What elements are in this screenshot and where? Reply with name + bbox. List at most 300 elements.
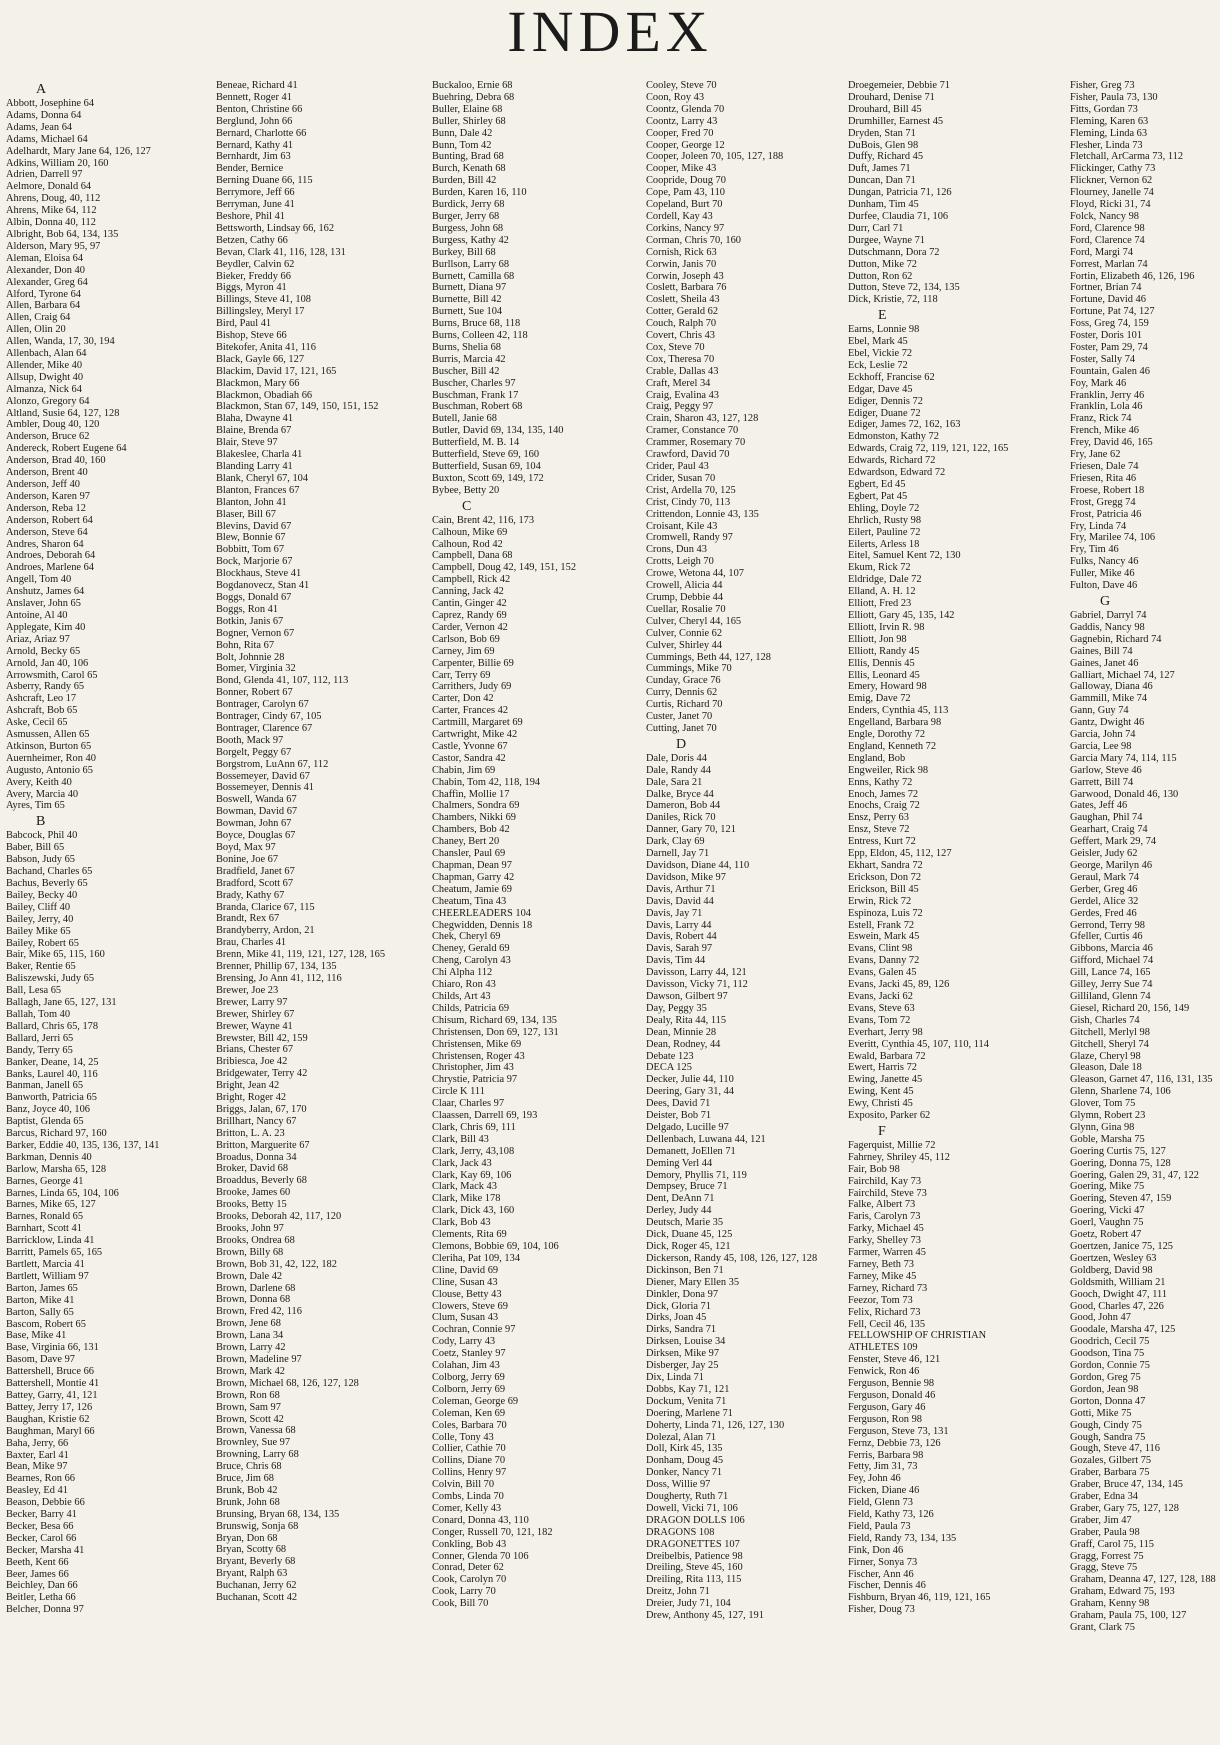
index-entry: Davis, Arthur 71 <box>646 883 716 895</box>
index-entry: Cummings, Beth 44, 127, 128 <box>646 651 771 663</box>
index-entry: Antoine, Al 40 <box>6 609 68 621</box>
index-entry: Cartmill, Margaret 69 <box>432 717 523 729</box>
index-entry: Brown, Madeline 97 <box>216 1353 302 1365</box>
index-entry: French, Mike 46 <box>1070 425 1139 437</box>
index-entry: Farney, Mike 45 <box>848 1270 917 1282</box>
index-entry: Chalmers, Sondra 69 <box>432 800 520 812</box>
index-entry: Gaddis, Nancy 98 <box>1070 621 1145 633</box>
index-entry: Beneae, Richard 41 <box>216 80 298 91</box>
index-entry: Fisher, Doug 73 <box>848 1604 915 1616</box>
index-entry: Bernhardt, Jim 63 <box>216 151 291 163</box>
index-entry: Bartlett, Marcia 41 <box>6 1259 85 1270</box>
index-entry: Goering, Donna 75, 128 <box>1070 1157 1171 1169</box>
index-entry: Brown, Billy 68 <box>216 1246 284 1258</box>
index-entry: Grant, Clark 75 <box>1070 1622 1135 1633</box>
index-entry: Barton, James 65 <box>6 1282 78 1294</box>
index-entry: Gaughan, Phil 74 <box>1070 812 1143 824</box>
index-entry: Farky, Shelley 73 <box>848 1235 921 1247</box>
index-entry: Bruce, Chris 68 <box>216 1461 282 1473</box>
index-entry: Brillhart, Nancy 67 <box>216 1115 297 1127</box>
index-entry: Glaze, Cheryl 98 <box>1070 1050 1141 1062</box>
index-entry: Burns, Shelia 68 <box>432 341 501 353</box>
index-entry: Graber, Gary 75, 127, 128 <box>1070 1502 1179 1514</box>
index-column-4 <box>646 80 842 1745</box>
index-entry: Corwin, Joseph 43 <box>646 270 724 282</box>
index-entry: Bohn, Rita 67 <box>216 639 275 651</box>
index-entry: Combs, Linda 70 <box>432 1491 504 1503</box>
index-entry: Crump, Debbie 44 <box>646 591 724 603</box>
index-entry: Fink, Don 46 <box>848 1544 904 1556</box>
index-entry: Gantz, Dwight 46 <box>1070 717 1145 729</box>
index-entry: Bond, Glenda 41, 107, 112, 113 <box>216 675 349 687</box>
index-entry: Dempsey, Bruce 71 <box>646 1181 728 1193</box>
index-entry: Ebel, Vickie 72 <box>848 348 913 360</box>
index-entry: Clements, Rita 69 <box>432 1229 507 1241</box>
index-entry: Donker, Nancy 71 <box>646 1467 723 1479</box>
index-entry: Firner, Sonya 73 <box>848 1556 918 1568</box>
index-entry: Durgee, Wayne 71 <box>848 234 925 246</box>
index-entry: Cheatum, Jamie 69 <box>432 883 512 895</box>
index-entry: Evans, Clint 98 <box>848 943 913 955</box>
index-entry: Cody, Larry 43 <box>432 1336 496 1348</box>
index-entry: Allen, Olin 20 <box>6 324 66 336</box>
index-entry: Doll, Kirk 45, 135 <box>646 1443 723 1455</box>
index-entry: Abbott, Josephine 64 <box>6 98 95 109</box>
index-entry: Chi Alpha 112 <box>432 967 493 979</box>
index-entry: Cuellar, Rosalie 70 <box>646 603 726 615</box>
index-entry: Brown, Dale 42 <box>216 1270 283 1282</box>
index-entry: Brewster, Bill 42, 159 <box>216 1032 308 1044</box>
section-letter: E <box>878 308 887 324</box>
index-entry: Clowers, Steve 69 <box>432 1300 508 1312</box>
index-entry: Enochs, Craig 72 <box>848 800 920 812</box>
index-entry: Ambler, Doug 40, 120 <box>6 419 100 431</box>
index-entry: Ellis, Leonard 45 <box>848 669 920 681</box>
index-entry: Ebel, Mark 45 <box>848 336 908 348</box>
index-entry: Bishop, Steve 66 <box>216 330 287 342</box>
index-entry: Adkins, William 20, 160 <box>6 157 109 169</box>
index-entry: Fulton, Dave 46 <box>1070 580 1138 592</box>
index-entry: Boyce, Douglas 67 <box>216 830 296 842</box>
index-entry: Castle, Yvonne 67 <box>432 740 508 752</box>
index-entry: Cotter, Gerald 62 <box>646 306 719 318</box>
index-entry: Goetz, Robert 47 <box>1070 1229 1142 1241</box>
index-entry: Foster, Sally 74 <box>1070 353 1136 365</box>
index-entry: Duft, James 71 <box>848 163 911 175</box>
index-entry: Coles, Barbara 70 <box>432 1419 507 1431</box>
index-entry: Friesen, Rita 46 <box>1070 472 1137 484</box>
index-entry: Bailey, Becky 40 <box>6 889 78 901</box>
index-entry: Burns, Colleen 42, 118 <box>432 330 528 342</box>
index-entry: Baliszewski, Judy 65 <box>6 973 95 985</box>
index-entry: Eswein, Mark 45 <box>848 931 920 943</box>
index-entry: Brown, Darlene 68 <box>216 1282 296 1294</box>
index-entry: Dick, Kristie, 72, 118 <box>848 294 938 306</box>
index-entry: Cooper, Fred 70 <box>646 127 714 139</box>
index-entry: Crist, Cindy 70, 113 <box>646 496 731 508</box>
index-entry: Gleason, Garnet 47, 116, 131, 135 <box>1070 1074 1213 1086</box>
index-entry: Culver, Connie 62 <box>646 627 723 639</box>
index-entry: Anslaver, John 65 <box>6 598 81 610</box>
index-entry: Chabin, Jim 69 <box>432 764 496 776</box>
index-entry: Dutton, Mike 72 <box>848 258 917 270</box>
index-entry: Field, Kathy 73, 126 <box>848 1509 934 1521</box>
index-entry: Brenn, Mike 41, 119, 121, 127, 128, 165 <box>216 949 386 961</box>
index-entry: Drouhard, Bill 45 <box>848 103 922 115</box>
index-entry: Gabriel, Darryl 74 <box>1070 609 1147 621</box>
index-entry: Cheng, Carolyn 43 <box>432 955 511 967</box>
index-entry: Ballard, Jerri 65 <box>6 1032 74 1044</box>
index-entry: Berning Duane 66, 115 <box>216 175 313 187</box>
index-entry: Garcia Mary 74, 114, 115 <box>1070 752 1177 764</box>
index-entry: Custer, Janet 70 <box>646 711 713 723</box>
index-entry: Dalke, Bryce 44 <box>646 788 714 800</box>
index-entry: Fountain, Galen 46 <box>1070 365 1150 377</box>
index-entry: Ellis, Dennis 45 <box>848 657 915 669</box>
index-entry: Burgess, John 68 <box>432 222 504 234</box>
index-entry: Baxter, Earl 41 <box>6 1449 69 1461</box>
index-entry: Dutschmann, Dora 72 <box>848 246 940 258</box>
index-entry: Gibbons, Marcia 46 <box>1070 943 1153 955</box>
index-entry: Edwards, Craig 72, 119, 121, 122, 165 <box>848 443 1009 455</box>
index-entry: Gammill, Mike 74 <box>1070 693 1148 705</box>
index-entry: Fletchall, ArCarma 73, 112 <box>1070 151 1184 163</box>
index-entry: Blanding Larry 41 <box>216 461 293 472</box>
index-entry: Evans, Tom 72 <box>848 1014 911 1026</box>
section-letter: C <box>462 498 472 514</box>
index-entry: Bernard, Kathy 41 <box>216 139 294 151</box>
index-entry: Bascom, Robert 65 <box>6 1318 86 1330</box>
index-entry: Elland, A. H. 12 <box>848 586 916 598</box>
index-entry: Darnell, Jay 71 <box>646 848 710 860</box>
index-entry: Ewald, Barbara 72 <box>848 1050 926 1062</box>
index-entry: Ensz, Perry 63 <box>848 812 909 824</box>
index-entry: Gilliland, Glenn 74 <box>1070 990 1151 1002</box>
index-entry: Earns, Lonnie 98 <box>848 324 920 336</box>
index-entry: Circle K 111 <box>432 1086 485 1098</box>
index-entry: Bachus, Beverly 65 <box>6 878 88 889</box>
index-entry: Brown, Ron 68 <box>216 1389 280 1401</box>
index-entry: Egbert, Pat 45 <box>848 490 908 502</box>
index-entry: Fry, Marilee 74, 106 <box>1070 532 1156 544</box>
index-entry: Deister, Bob 71 <box>646 1110 712 1122</box>
index-entry: Adams, Jean 64 <box>6 121 73 133</box>
index-entry: Franklin, Lola 46 <box>1070 401 1143 413</box>
index-entry: Dolezal, Alan 71 <box>646 1431 717 1443</box>
index-entry: Bunn, Dale 42 <box>432 127 493 139</box>
index-entry: Bogner, Vernon 67 <box>216 627 295 639</box>
index-entry: Ferguson, Bennie 98 <box>848 1378 935 1390</box>
index-entry: Androes, Marlene 64 <box>6 562 95 574</box>
index-entry: Donham, Doug 45 <box>646 1455 724 1467</box>
index-entry: Alderson, Mary 95, 97 <box>6 240 101 252</box>
index-entry: Burdick, Jerry 68 <box>432 199 505 211</box>
index-entry: Goble, Marsha 75 <box>1070 1133 1145 1145</box>
index-entry: Bryan, Don 68 <box>216 1532 278 1544</box>
index-entry: Falke, Albert 73 <box>848 1199 916 1211</box>
index-entry: Goering, Galen 29, 31, 47, 122 <box>1070 1169 1199 1181</box>
index-entry: Blaha, Dwayne 41 <box>216 413 294 425</box>
index-entry: Bowman, David 67 <box>216 806 298 818</box>
index-entry: Gordon, Jean 98 <box>1070 1383 1139 1395</box>
index-entry: Enns, Kathy 72 <box>848 776 913 788</box>
index-entry: Fenwick, Ron 46 <box>848 1366 920 1378</box>
index-entry: Berryman, June 41 <box>216 199 295 211</box>
index-entry: Epp, Eldon, 45, 112, 127 <box>848 848 952 860</box>
index-entry: Almanza, Nick 64 <box>6 383 82 395</box>
index-entry: Caprez, Randy 69 <box>432 609 507 621</box>
index-column-2 <box>216 80 422 1745</box>
index-entry: Ekhart, Sandra 72 <box>848 860 923 871</box>
index-entry: Barricklow, Linda 41 <box>6 1235 95 1247</box>
index-entry: Forrest, Marlan 74 <box>1070 258 1148 270</box>
index-entry: Clark, Jack 43 <box>432 1157 492 1169</box>
index-entry: Crittendon, Lonnie 43, 135 <box>646 508 759 520</box>
index-entry: Arrowsmith, Carol 65 <box>6 669 98 681</box>
index-entry: Dawson, Gilbert 97 <box>646 990 728 1002</box>
index-entry: Browning, Larry 68 <box>216 1449 299 1461</box>
index-entry: Fenster, Steve 46, 121 <box>848 1354 941 1366</box>
index-entry: Craig, Peggy 97 <box>646 401 714 413</box>
index-entry: Avery, Marcia 40 <box>6 788 79 800</box>
index-entry: Ficken, Diane 46 <box>848 1485 920 1497</box>
index-entry: Debate 123 <box>646 1050 694 1062</box>
index-entry: Droegemeier, Debbie 71 <box>848 80 951 91</box>
index-entry: Calhoun, Mike 69 <box>432 526 508 538</box>
index-entry: Burden, Karen 16, 110 <box>432 187 527 199</box>
index-entry: Bontrager, Cindy 67, 105 <box>216 711 322 723</box>
index-entry: Babson, Judy 65 <box>6 854 75 866</box>
index-entry: Fischer, Ann 46 <box>848 1568 914 1580</box>
index-entry: Bird, Paul 41 <box>216 318 272 330</box>
index-entry: Gordon, Connie 75 <box>1070 1360 1150 1372</box>
index-entry: Floyd, Ricki 31, 74 <box>1070 199 1151 211</box>
index-entry: Fortune, Pat 74, 127 <box>1070 306 1155 318</box>
index-entry: Egbert, Ed 45 <box>848 479 906 490</box>
index-entry: Adrien, Darrell 97 <box>6 169 83 181</box>
index-entry: Boggs, Donald 67 <box>216 591 292 603</box>
index-entry: Galloway, Diana 46 <box>1070 681 1153 693</box>
index-entry: Gates, Jeff 46 <box>1070 800 1128 812</box>
index-entry: Anderson, Robert 64 <box>6 514 93 526</box>
index-entry: Cope, Pam 43, 110 <box>646 187 725 199</box>
index-entry: Coslett, Sheila 43 <box>646 294 720 306</box>
index-entry: Barnes, Ronald 65 <box>6 1211 84 1223</box>
index-entry: Burris, Marcia 42 <box>432 353 506 365</box>
index-entry: Ewing, Kent 45 <box>848 1086 914 1098</box>
index-entry: Cline, Susan 43 <box>432 1276 498 1288</box>
index-entry: Augusto, Antonio 65 <box>6 764 93 776</box>
index-entry: Clouse, Betty 43 <box>432 1288 502 1300</box>
index-entry: Dick, Roger 45, 121 <box>646 1241 731 1252</box>
index-entry: Brown, Fred 42, 116 <box>216 1306 302 1318</box>
index-entry: Coon, Roy 43 <box>646 91 705 103</box>
index-entry: Bomer, Virginia 32 <box>216 663 296 675</box>
index-entry: Edwards, Richard 72 <box>848 455 936 467</box>
index-entry: Conard, Donna 43, 110 <box>432 1514 529 1526</box>
index-entry: Baughman, Maryl 66 <box>6 1425 95 1437</box>
index-entry: Curtis, Richard 70 <box>646 699 723 711</box>
index-entry: Brooks, Ondrea 68 <box>216 1234 295 1246</box>
index-entry: Cutting, Janet 70 <box>646 722 717 734</box>
index-entry: Durr, Carl 71 <box>848 222 904 234</box>
index-entry: Dickerson, Randy 45, 108, 126, 127, 128 <box>646 1252 818 1264</box>
index-entry: Erwin, Rick 72 <box>848 895 912 907</box>
index-entry: Clark, Mack 43 <box>432 1181 497 1193</box>
index-entry: Blevins, David 67 <box>216 520 292 532</box>
index-entry: Banman, Janell 65 <box>6 1080 84 1092</box>
index-entry: Engelland, Barbara 98 <box>848 717 942 729</box>
index-entry: Cline, David 69 <box>432 1264 499 1276</box>
index-entry: Battershell, Bruce 66 <box>6 1366 95 1378</box>
index-entry: Dale, Randy 44 <box>646 764 711 776</box>
index-entry: Ekum, Rick 72 <box>848 562 911 574</box>
index-entry: Deering, Gary 31, 44 <box>646 1086 735 1098</box>
index-entry: Erickson, Don 72 <box>848 871 922 883</box>
index-entry: Gleason, Dale 18 <box>1070 1062 1142 1074</box>
index-column-1 <box>6 80 206 1745</box>
index-entry: Becker, Besa 66 <box>6 1520 74 1532</box>
index-entry: Botkin, Janis 67 <box>216 615 284 627</box>
index-entry: Black, Gayle 66, 127 <box>216 353 305 365</box>
index-entry: Avery, Keith 40 <box>6 776 72 788</box>
index-entry: Ensz, Steve 72 <box>848 824 910 836</box>
index-entry: Delgado, Lucille 97 <box>646 1121 729 1133</box>
index-entry: Dean, Minnie 28 <box>646 1026 717 1038</box>
index-entry: Barritt, Pamels 65, 165 <box>6 1247 103 1259</box>
index-entry: Gitchell, Sheryl 74 <box>1070 1038 1149 1050</box>
index-entry: Fahrney, Shriley 45, 112 <box>848 1151 950 1163</box>
index-entry: Brown, Jene 68 <box>216 1318 281 1330</box>
index-entry: Culver, Shirley 44 <box>646 639 723 651</box>
index-entry: Gough, Sandra 75 <box>1070 1431 1146 1443</box>
index-entry: Aske, Cecil 65 <box>6 717 68 729</box>
index-entry: Carlson, Bob 69 <box>432 633 500 645</box>
index-entry: Fisher, Greg 73 <box>1070 80 1135 91</box>
index-entry: Elliott, Gary 45, 135, 142 <box>848 609 955 621</box>
index-entry: Chek, Cheryl 69 <box>432 931 501 943</box>
page-title: INDEX <box>507 0 713 64</box>
index-entry: Brunsing, Bryan 68, 134, 135 <box>216 1508 340 1520</box>
index-entry: Fuller, Mike 46 <box>1070 568 1135 580</box>
index-entry: Frost, Patricia 46 <box>1070 508 1142 520</box>
section-letter: D <box>676 736 687 752</box>
index-entry: Davis, Robert 44 <box>646 931 717 943</box>
index-entry: Ewy, Christi 45 <box>848 1098 913 1110</box>
index-entry: Chaney, Bert 20 <box>432 836 500 848</box>
index-entry: Davisson, Vicky 71, 112 <box>646 979 748 991</box>
index-entry: Alexander, Greg 64 <box>6 276 88 288</box>
index-entry: Corkins, Nancy 97 <box>646 222 725 234</box>
index-entry: Britton, Marguerite 67 <box>216 1139 310 1151</box>
index-entry: Derley, Judy 44 <box>646 1205 712 1217</box>
index-entry: England, Kenneth 72 <box>848 740 937 752</box>
index-entry: Eilerts, Arless 18 <box>848 538 920 550</box>
index-entry: Collier, Cathie 70 <box>432 1443 506 1455</box>
index-entry: Elliott, Randy 45 <box>848 645 920 657</box>
index-entry: Allsup, Dwight 40 <box>6 371 84 383</box>
index-entry: Fry, Linda 74 <box>1070 520 1127 532</box>
index-entry: Coetz, Stanley 97 <box>432 1348 506 1360</box>
index-entry: Foster, Doris 101 <box>1070 330 1143 342</box>
index-entry: Adams, Michael 64 <box>6 133 88 145</box>
index-entry: Calhoun, Rod 42 <box>432 538 503 550</box>
index-entry: Ballah, Tom 40 <box>6 1008 71 1020</box>
index-entry: Craig, Evalina 43 <box>646 389 720 401</box>
index-entry: Cooper, George 12 <box>646 139 725 151</box>
index-entry: Dirksen, Louise 34 <box>646 1336 726 1348</box>
index-entry: Blaser, Bill 67 <box>216 508 276 520</box>
index-entry: Anderson, Jeff 40 <box>6 479 80 490</box>
index-entry: Bender, Bernice <box>216 163 284 175</box>
index-entry: Brown, Scott 42 <box>216 1413 284 1425</box>
index-entry: Ferris, Barbara 98 <box>848 1449 924 1461</box>
index-entry: Fernz, Debbie 73, 126 <box>848 1437 941 1449</box>
index-entry: Burnett, Sue 104 <box>432 306 503 318</box>
index-entry: Goertzen, Janice 75, 125 <box>1070 1241 1174 1252</box>
index-entry: Good, John 47 <box>1070 1312 1131 1324</box>
index-entry: Eldridge, Dale 72 <box>848 574 922 586</box>
index-entry: Banks, Laurel 40, 116 <box>6 1068 98 1080</box>
index-entry: Goertzen, Wesley 63 <box>1070 1252 1157 1264</box>
index-entry: Flourney, Janelle 74 <box>1070 187 1154 199</box>
index-entry: Garlow, Steve 46 <box>1070 764 1142 776</box>
index-entry: Chaffin, Mollie 17 <box>432 788 510 800</box>
index-entry: Broaddus, Beverly 68 <box>216 1175 307 1187</box>
index-entry: Clark, Jerry, 43,108 <box>432 1145 515 1157</box>
index-entry: Dutton, Steve 72, 134, 135 <box>848 282 960 294</box>
index-entry: Fortin, Elizabeth 46, 126, 196 <box>1070 270 1195 282</box>
index-entry: Blakeslee, Charla 41 <box>216 449 303 461</box>
index-entry: Bryant, Beverly 68 <box>216 1556 296 1568</box>
index-entry: Bailey, Cliff 40 <box>6 901 71 913</box>
index-entry: Couch, Ralph 70 <box>646 318 717 330</box>
index-entry: Buscher, Charles 97 <box>432 377 516 389</box>
index-entry: Bontrager, Carolyn 67 <box>216 699 309 711</box>
index-entry: Allen, Craig 64 <box>6 312 71 324</box>
index-entry: Dutton, Ron 62 <box>848 270 913 282</box>
index-entry: Ehrlich, Rusty 98 <box>848 514 922 526</box>
index-entry: Enders, Cynthia 45, 113 <box>848 705 949 717</box>
index-entry: Clark, Bob 43 <box>432 1217 491 1229</box>
index-entry: Anderson, Bruce 62 <box>6 431 90 443</box>
index-entry: Fortner, Brian 74 <box>1070 282 1142 294</box>
index-entry: Dean, Rodney, 44 <box>646 1038 721 1050</box>
index-entry: Giesel, Richard 20, 156, 149 <box>1070 1002 1190 1014</box>
index-entry: Baptist, Glenda 65 <box>6 1116 84 1128</box>
index-entry: Alford, Tyrone 64 <box>6 288 81 300</box>
index-entry: Dameron, Bob 44 <box>646 800 721 812</box>
index-entry: Day, Peggy 35 <box>646 1002 707 1014</box>
index-entry: Brandt, Rex 67 <box>216 913 280 925</box>
index-entry: Campbell, Dana 68 <box>432 550 513 562</box>
index-entry: Buxton, Scott 69, 149, 172 <box>432 472 544 484</box>
index-entry: Ferguson, Steve 73, 131 <box>848 1425 949 1437</box>
index-entry: Corman, Chris 70, 160 <box>646 234 741 246</box>
index-entry: Carr, Terry 69 <box>432 669 491 681</box>
index-entry: Brown, Bob 31, 42, 122, 182 <box>216 1258 337 1270</box>
index-entry: Brewer, Shirley 67 <box>216 1008 295 1020</box>
index-entry: Gill, Lance 74, 165 <box>1070 967 1151 979</box>
index-entry: Duncan, Dan 71 <box>848 175 916 187</box>
index-entry: England, Bob <box>848 752 906 764</box>
index-entry: Brunk, Bob 42 <box>216 1484 278 1496</box>
index-entry: Becker, Carol 66 <box>6 1532 77 1544</box>
index-entry: Brooks, Deborah 42, 117, 120 <box>216 1211 342 1223</box>
index-entry: Field, Glenn 73 <box>848 1497 913 1509</box>
index-entry: Bright, Jean 42 <box>216 1080 280 1092</box>
index-entry: Clum, Susan 43 <box>432 1312 499 1324</box>
